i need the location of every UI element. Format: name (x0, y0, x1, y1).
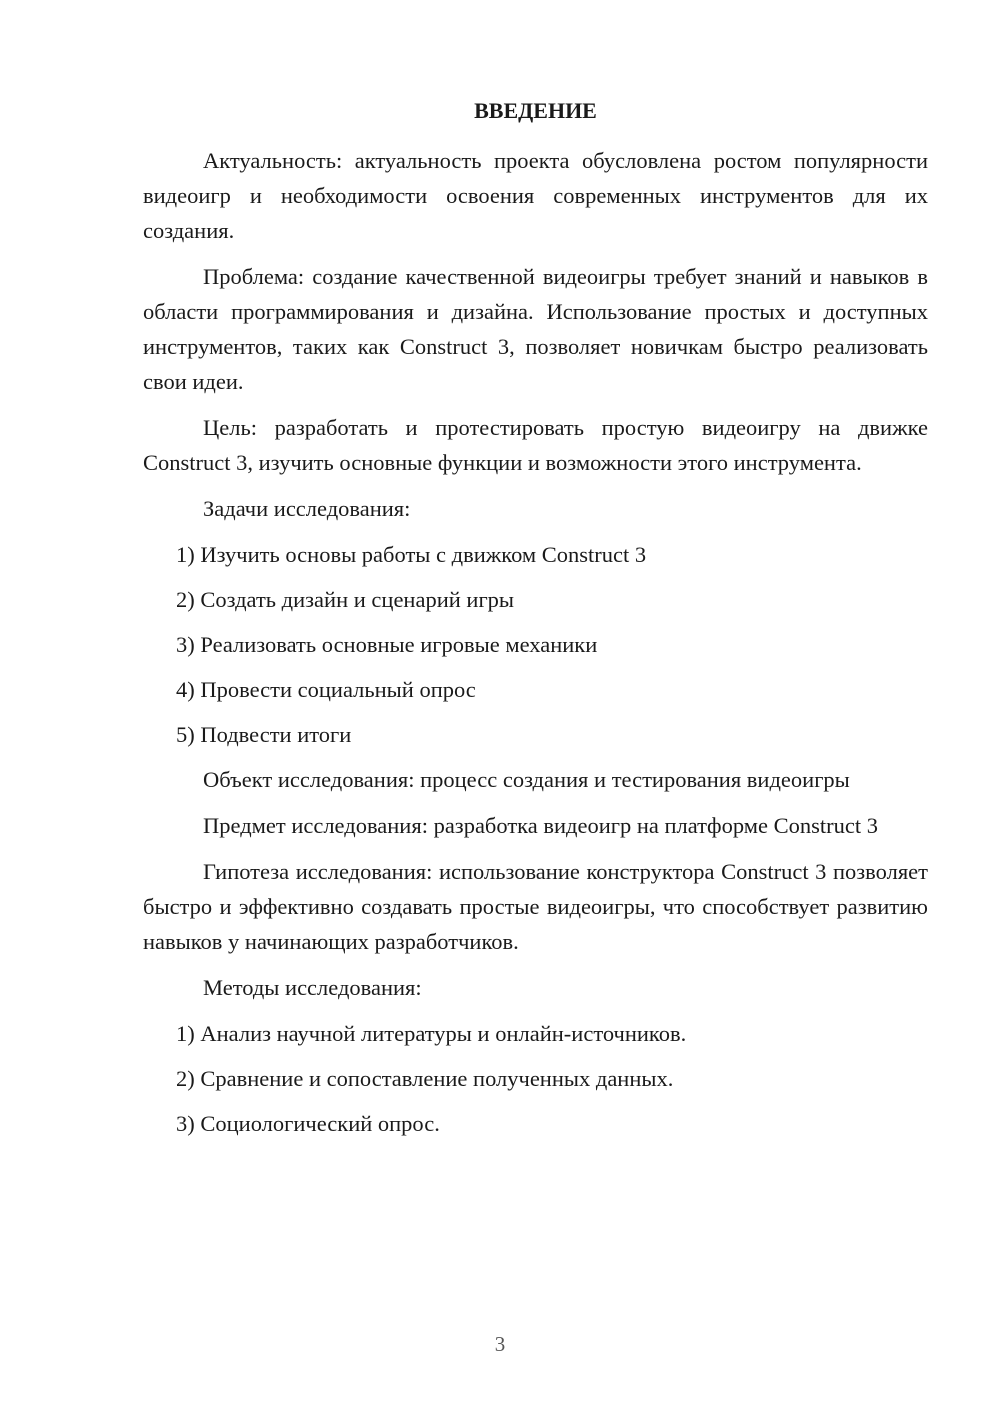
goal-paragraph: Цель: разработать и протестировать простую видеоигру на движке Construct 3, изучить основные функции и возможности этого инструмента. (143, 415, 928, 475)
object-paragraph: Объект исследования: процесс создания и тестирования видеоигры (203, 767, 850, 792)
subject-paragraph: Предмет исследования: разработка видеоигр на платформе Construct 3 (203, 813, 878, 838)
methods-list (143, 1016, 928, 1141)
tasks-list (143, 537, 928, 752)
task-item: 4) Провести социальный опрос (176, 677, 476, 702)
method-item: 3) Социологический опрос. (176, 1111, 440, 1136)
document-page (143, 94, 928, 1151)
task-item: 3) Реализовать основные игровые механики (176, 632, 598, 657)
task-item: 2) Создать дизайн и сценарий игры (176, 587, 515, 612)
tasks-heading: Задачи исследования: (203, 496, 411, 521)
hypothesis-paragraph: Гипотеза исследования: использование конструктора Construct 3 позволяет быстро и эффективно создавать простые видеоигры, что способствует развитию навыков у начинающих разработчиков. (143, 859, 928, 954)
problem-paragraph: Проблема: создание качественной видеоигры требует знаний и навыков в области программирования и дизайна. Использование простых и доступных инструментов, таких как Construct 3, позволяет новичкам быстро реализовать свои идеи. (143, 264, 928, 394)
method-item: 2) Сравнение и сопоставление полученных данных. (176, 1066, 674, 1091)
page-number: 3 (494, 1332, 506, 1356)
task-item: 1) Изучить основы работы с движком Construct 3 (176, 542, 647, 567)
method-item: 1) Анализ научной литературы и онлайн-источников. (176, 1021, 687, 1046)
task-item: 5) Подвести итоги (176, 722, 352, 747)
relevance-paragraph: Актуальность: актуальность проекта обусловлена ростом популярности видеоигр и необходимости освоения современных инструментов для их создания. (143, 148, 928, 243)
section-title: ВВЕДЕНИЕ (474, 98, 597, 123)
methods-heading: Методы исследования: (203, 975, 422, 1000)
